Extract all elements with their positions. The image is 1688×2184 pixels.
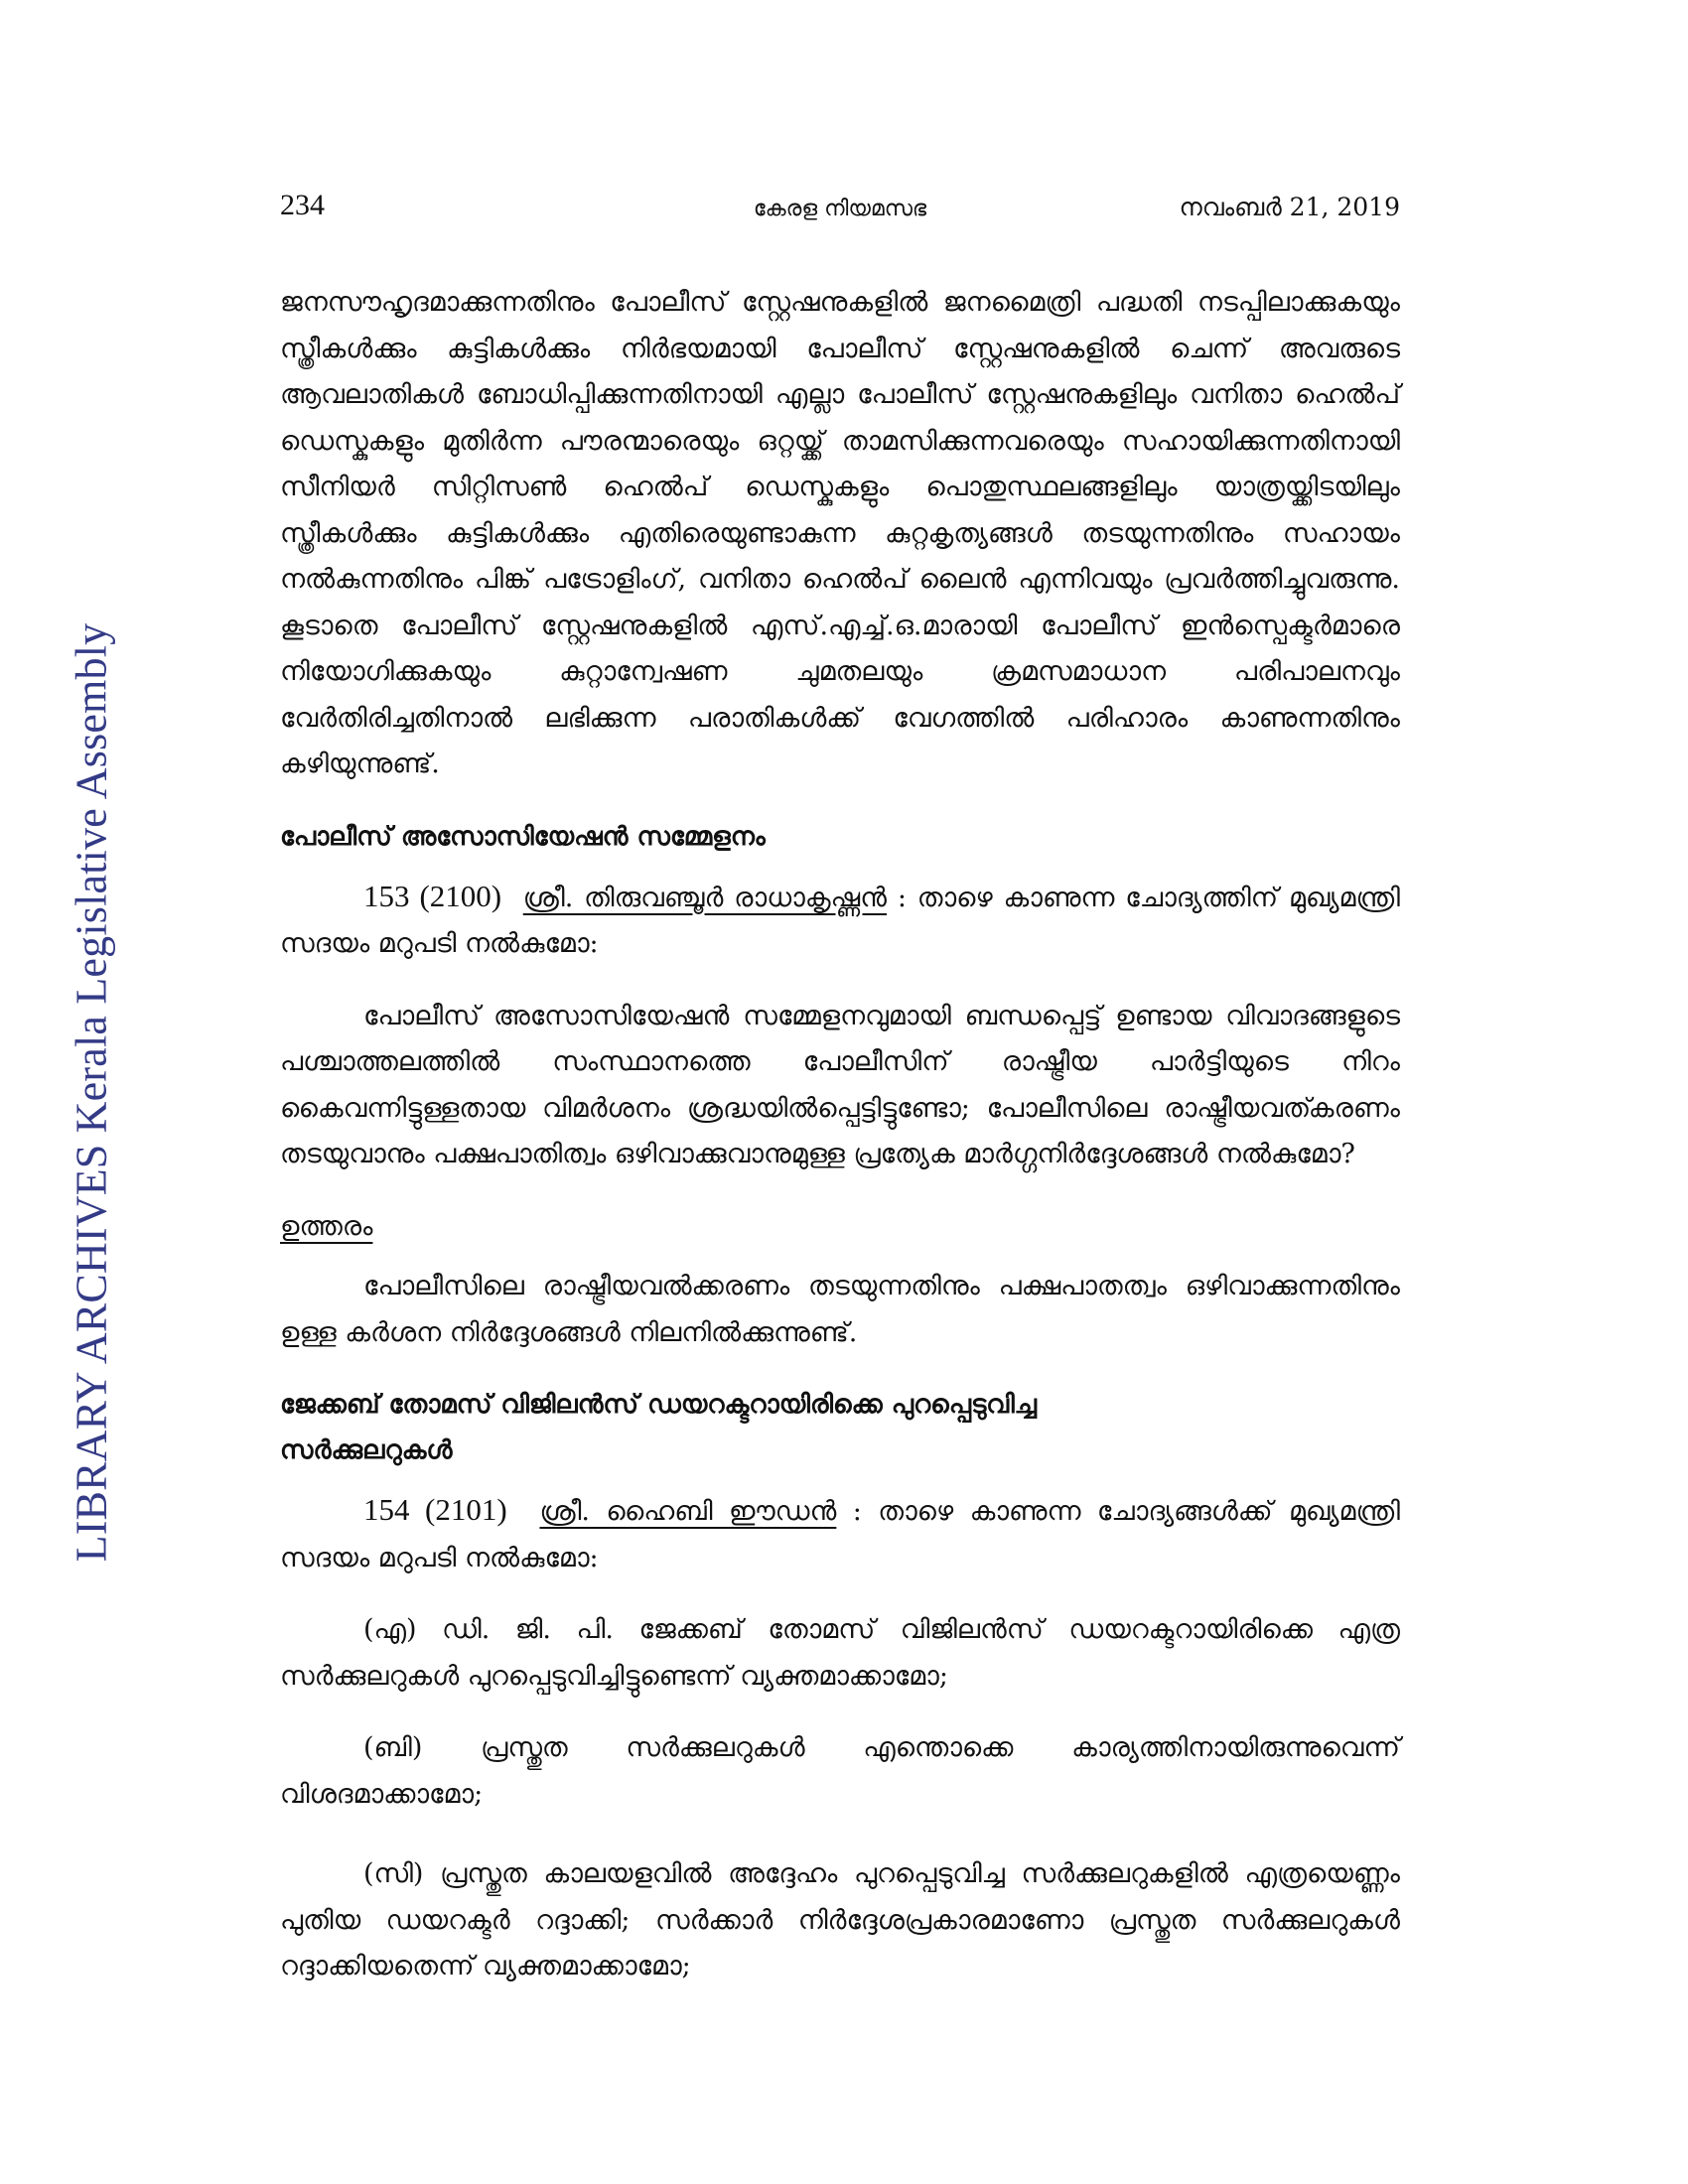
question-154-intro bbox=[280, 1487, 1400, 1581]
header-date: നവംബർ 21, 2019 bbox=[1179, 193, 1400, 221]
question-154-intro-text: : താഴെ കാണുന്ന ചോദ്യങ്ങൾക്ക് മുഖ്യമന്ത്രി സദയം മറുപടി നൽകുമോ: bbox=[280, 1496, 1400, 1573]
answer-153-text: പോലീസിലെ രാഷ്ട്രീയവൽക്കരണം തടയുന്നതിനും പക്ഷപാതത്വം ഒഴിവാക്കുന്നതിനും ഉള്ള കർശന നിർദ്ദേശങ്ങൾ നിലനിൽക്കുന്നുണ്ട്. bbox=[280, 1271, 1400, 1348]
page-content bbox=[280, 280, 1400, 1990]
question-153-heading: പോലീസ് അസോസിയേഷൻ സമ്മേളനം bbox=[280, 821, 766, 852]
question-154-number: 154 (2101) bbox=[363, 1492, 507, 1527]
question-153-text: പോലീസ് അസോസിയേഷൻ സമ്മേളനവുമായി ബന്ധപ്പെട്ട് ഉണ്ടായ വിവാദങ്ങളുടെ പശ്ചാത്തലത്തിൽ സംസ്ഥാനത്തെ പോലീസിന് രാഷ്ട്രീയ പാർട്ടിയുടെ നിറം കൈവന്നിട്ടുള്ളതായ വിമർശനം ശ്രദ്ധയിൽപ്പെട്ടിട്ടുണ്ടോ; പോലീസിലെ രാഷ്ട്രീയവത്കരണം തടയുവാനും പക്ഷപാതിത്വം ഒഴിവാക്കുവാനുമുള്ള പ്രത്യേക മാർഗ്ഗനിർദ്ദേശങ്ങൾ നൽകുമോ? bbox=[280, 1000, 1400, 1169]
continued-answer-paragraph: ജനസൗഹൃദമാക്കുന്നതിനും പോലീസ് സ്റ്റേഷനുകളിൽ ജനമൈത്രി പദ്ധതി നടപ്പിലാക്കുകയും സ്ത്രീകൾക്കും കുട്ടികൾക്കും നിർഭയമായി പോലീസ് സ്റ്റേഷനുകളിൽ ചെന്ന് അവരുടെ ആവലാതികൾ ബോധിപ്പിക്കുന്നതിനായി എല്ലാ പോലീസ് സ്റ്റേഷനുകളിലും വനിതാ ഹെൽപ് ഡെസ്കുകളും മുതിർന്ന പൗരന്മാരെയും ഒറ്റയ്ക്ക് താമസിക്കുന്നവരെയും സഹായിക്കുന്നതിനായി സീനിയർ സിറ്റിസൺ ഹെൽപ് ഡെസ്കുകളും പൊതുസ്ഥലങ്ങളിലും യാത്രയ്ക്കിടയിലും സ്ത്രീകൾക്കും കുട്ടികൾക്കും എതിരെയുണ്ടാകുന്ന കുറ്റകൃത്യങ്ങൾ തടയുന്നതിനും സഹായം നൽകുന്നതിനും പിങ്ക് പട്രോളിംഗ്, വനിതാ ഹെൽപ് ലൈൻ എന്നിവയും പ്രവർത്തിച്ചുവരുന്നു. കൂടാതെ പോലീസ് സ്റ്റേഷനുകളിൽ എസ്.എച്ച്.ഒ.മാരായി പോലീസ് ഇൻസ്പെക്ടർമാരെ നിയോഗിക്കുകയും കുറ്റാന്വേഷണ ചുമതലയും ക്രമസമാധാന പരിപാലനവും വേർതിരിച്ചതിനാൽ ലഭിക്കുന്ന പരാതികൾക്ക് വേഗത്തിൽ പരിഹാരം കാണുന്നതിനും കഴിയുന്നുണ്ട്. bbox=[280, 287, 1400, 779]
question-153-intro bbox=[280, 874, 1400, 968]
answer-153-heading-text: ഉത്തരം bbox=[280, 1210, 373, 1242]
watermark-text: LIBRARY ARCHIVES Kerala Legislative Assembly bbox=[67, 622, 116, 1562]
question-154-part-b: (ബി) പ്രസ്തുത സർക്കുലറുകൾ എന്തൊക്കെ കാര്യത്തിനായിരുന്നുവെന്ന് വിശദമാക്കാമോ; bbox=[280, 1732, 1400, 1810]
page-header bbox=[280, 189, 1400, 228]
page-number: 234 bbox=[280, 189, 325, 221]
question-153-member: ശ്രീ. തിരുവഞ്ചൂർ രാധാകൃഷ്ണൻ bbox=[522, 882, 888, 913]
question-154-member: ശ്രീ. ഹൈബി ഈഡൻ bbox=[539, 1496, 837, 1527]
answer-153-heading bbox=[280, 1204, 1400, 1251]
question-154-heading bbox=[280, 1382, 1400, 1473]
question-153-intro-text: : താഴെ കാണുന്ന ചോദ്യത്തിന് മുഖ്യമന്ത്രി സദയം മറുപടി നൽകുമോ: bbox=[280, 882, 1401, 959]
question-153-number: 153 (2100) bbox=[363, 878, 502, 913]
question-154-heading-line1: ജേക്കബ് തോമസ് വിജിലൻസ് ഡയറക്ടറായിരിക്കെ പുറപ്പെടുവിച്ച bbox=[280, 1390, 1037, 1420]
running-title: കേരള നിയമസഭ bbox=[753, 197, 927, 221]
question-154-part-c: (സി) പ്രസ്തുത കാലയളവിൽ അദ്ദേഹം പുറപ്പെടുവിച്ച സർക്കുലറുകളിൽ എത്രയെണ്ണം പുതിയ ഡയറക്ടർ റദ്ദാക്കി; സർക്കാർ നിർദ്ദേശപ്രകാരമാണോ പ്രസ്തുത സർക്കുലറുകൾ റദ്ദാക്കിയതെന്ന് വ്യക്തമാക്കാമോ; bbox=[280, 1858, 1400, 1981]
question-154-part-a: (എ) ഡി. ജി. പി. ജേക്കബ് തോമസ് വിജിലൻസ് ഡയറക്ടറായിരിക്കെ എത്ര സർക്കുലറുകൾ പുറപ്പെടുവിച്ചിട്ടുണ്ടെന്ന് വ്യക്തമാക്കാമോ; bbox=[280, 1614, 1400, 1692]
question-154-heading-line2: സർക്കുലറുകൾ bbox=[280, 1435, 453, 1465]
archive-watermark bbox=[52, 615, 131, 1569]
